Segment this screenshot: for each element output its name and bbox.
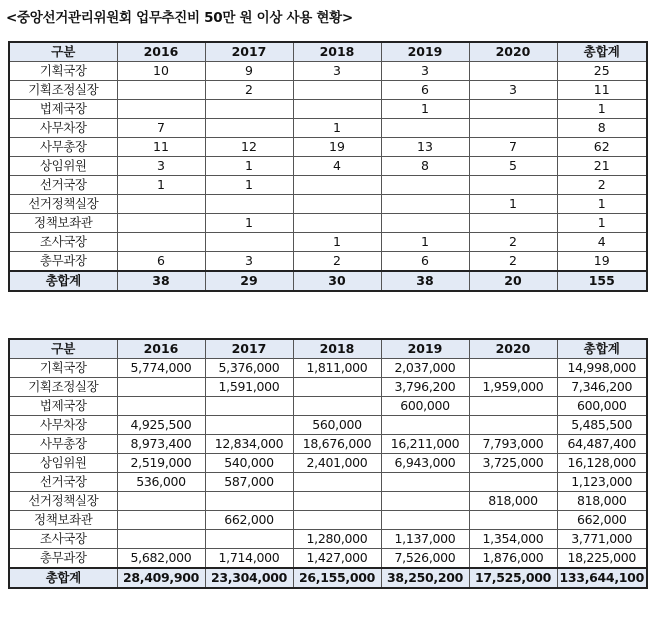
table-cell: 1,280,000 bbox=[293, 530, 381, 549]
table-cell bbox=[293, 81, 381, 100]
total-cell: 20 bbox=[469, 271, 557, 291]
column-header: 2016 bbox=[117, 339, 205, 359]
table-cell bbox=[117, 81, 205, 100]
table-cell: 2 bbox=[557, 176, 647, 195]
row-label: 사무총장 bbox=[9, 138, 117, 157]
usage-amount-table bbox=[8, 338, 648, 589]
column-header: 구분 bbox=[9, 42, 117, 62]
table-cell: 2 bbox=[469, 233, 557, 252]
table-row bbox=[9, 233, 647, 252]
table-cell: 3 bbox=[205, 252, 293, 272]
row-label: 기획국장 bbox=[9, 359, 117, 378]
table-cell bbox=[469, 176, 557, 195]
table-cell: 1,811,000 bbox=[293, 359, 381, 378]
table-cell bbox=[469, 473, 557, 492]
table-cell: 1,427,000 bbox=[293, 549, 381, 569]
table-cell: 16,211,000 bbox=[381, 435, 469, 454]
table-cell: 1 bbox=[469, 195, 557, 214]
table-cell bbox=[293, 492, 381, 511]
table-cell bbox=[293, 176, 381, 195]
table-cell: 1,137,000 bbox=[381, 530, 469, 549]
total-row bbox=[9, 568, 647, 588]
row-label: 선거정책실장 bbox=[9, 492, 117, 511]
page-title: <중앙선거관리위원회 업무추진비 50만 원 이상 사용 현황> bbox=[6, 10, 353, 26]
table-row bbox=[9, 214, 647, 233]
total-cell: 38 bbox=[117, 271, 205, 291]
table-cell bbox=[205, 119, 293, 138]
table-cell: 16,128,000 bbox=[557, 454, 647, 473]
column-header: 총합계 bbox=[557, 339, 647, 359]
table-cell: 2,401,000 bbox=[293, 454, 381, 473]
table-row bbox=[9, 119, 647, 138]
table-cell bbox=[293, 473, 381, 492]
table-cell bbox=[117, 530, 205, 549]
column-header: 2016 bbox=[117, 42, 205, 62]
table-cell bbox=[293, 397, 381, 416]
table-cell: 3 bbox=[117, 157, 205, 176]
table-cell: 3 bbox=[293, 62, 381, 81]
table-cell: 11 bbox=[557, 81, 647, 100]
table-cell: 3,725,000 bbox=[469, 454, 557, 473]
table-cell bbox=[117, 214, 205, 233]
row-label: 사무차장 bbox=[9, 119, 117, 138]
table-cell: 7,526,000 bbox=[381, 549, 469, 569]
table-cell: 14,998,000 bbox=[557, 359, 647, 378]
table-cell bbox=[381, 195, 469, 214]
table-row bbox=[9, 435, 647, 454]
table-cell: 21 bbox=[557, 157, 647, 176]
table-cell: 5,485,500 bbox=[557, 416, 647, 435]
total-cell: 17,525,000 bbox=[469, 568, 557, 588]
table-cell: 1 bbox=[293, 233, 381, 252]
table-cell: 2,519,000 bbox=[117, 454, 205, 473]
table-cell bbox=[117, 233, 205, 252]
table-cell: 5,682,000 bbox=[117, 549, 205, 569]
table-cell: 11 bbox=[117, 138, 205, 157]
table-row bbox=[9, 195, 647, 214]
table-cell: 4 bbox=[293, 157, 381, 176]
table-row bbox=[9, 176, 647, 195]
table-cell bbox=[293, 511, 381, 530]
table-cell bbox=[381, 416, 469, 435]
row-label: 선거정책실장 bbox=[9, 195, 117, 214]
table-cell: 12,834,000 bbox=[205, 435, 293, 454]
table-cell bbox=[117, 195, 205, 214]
table-cell: 7 bbox=[469, 138, 557, 157]
table-cell: 1 bbox=[205, 157, 293, 176]
table-header-row bbox=[9, 339, 647, 359]
column-header: 2020 bbox=[469, 339, 557, 359]
total-label: 총합계 bbox=[9, 271, 117, 291]
column-header: 2018 bbox=[293, 339, 381, 359]
table-cell: 7 bbox=[117, 119, 205, 138]
row-label: 정책보좌관 bbox=[9, 511, 117, 530]
table-cell: 8 bbox=[381, 157, 469, 176]
table-cell bbox=[205, 530, 293, 549]
row-label: 선거국장 bbox=[9, 176, 117, 195]
table-cell: 10 bbox=[117, 62, 205, 81]
column-header: 2019 bbox=[381, 42, 469, 62]
table-cell bbox=[381, 119, 469, 138]
table-cell bbox=[293, 195, 381, 214]
table-cell bbox=[205, 195, 293, 214]
table-cell: 1 bbox=[205, 176, 293, 195]
column-header: 2018 bbox=[293, 42, 381, 62]
table-cell: 9 bbox=[205, 62, 293, 81]
table-cell: 4 bbox=[557, 233, 647, 252]
table-cell bbox=[469, 397, 557, 416]
row-label: 조사국장 bbox=[9, 233, 117, 252]
column-header: 총합계 bbox=[557, 42, 647, 62]
table-cell: 1,591,000 bbox=[205, 378, 293, 397]
table-cell: 6 bbox=[117, 252, 205, 272]
table-cell bbox=[469, 359, 557, 378]
row-label: 총무과장 bbox=[9, 549, 117, 569]
table-cell: 662,000 bbox=[205, 511, 293, 530]
table-cell: 1 bbox=[557, 100, 647, 119]
table-row bbox=[9, 252, 647, 272]
table-cell bbox=[117, 100, 205, 119]
table-row bbox=[9, 359, 647, 378]
table-cell: 6 bbox=[381, 252, 469, 272]
table-cell: 1,876,000 bbox=[469, 549, 557, 569]
table-cell bbox=[469, 119, 557, 138]
table-cell: 818,000 bbox=[469, 492, 557, 511]
table-cell bbox=[381, 492, 469, 511]
table-cell: 2 bbox=[469, 252, 557, 272]
row-label: 법제국장 bbox=[9, 397, 117, 416]
row-label: 상임위원 bbox=[9, 454, 117, 473]
table-cell: 18,225,000 bbox=[557, 549, 647, 569]
table-cell: 1 bbox=[381, 100, 469, 119]
usage-count-table bbox=[8, 41, 648, 292]
row-label: 선거국장 bbox=[9, 473, 117, 492]
table-cell: 1,354,000 bbox=[469, 530, 557, 549]
table-row bbox=[9, 549, 647, 569]
table-cell bbox=[469, 100, 557, 119]
table-header-row bbox=[9, 42, 647, 62]
table-cell bbox=[205, 492, 293, 511]
total-cell: 38,250,200 bbox=[381, 568, 469, 588]
table-cell: 19 bbox=[293, 138, 381, 157]
table-row bbox=[9, 100, 647, 119]
table-cell: 5 bbox=[469, 157, 557, 176]
column-header: 2020 bbox=[469, 42, 557, 62]
table-cell bbox=[293, 214, 381, 233]
table-cell: 1 bbox=[557, 214, 647, 233]
table-cell: 1 bbox=[117, 176, 205, 195]
table-cell: 1 bbox=[205, 214, 293, 233]
column-header: 2017 bbox=[205, 339, 293, 359]
table-cell: 8 bbox=[557, 119, 647, 138]
table-cell: 6,943,000 bbox=[381, 454, 469, 473]
table-cell: 4,925,500 bbox=[117, 416, 205, 435]
table-cell bbox=[469, 214, 557, 233]
row-label: 기획국장 bbox=[9, 62, 117, 81]
table-row bbox=[9, 530, 647, 549]
total-cell: 30 bbox=[293, 271, 381, 291]
table-cell: 587,000 bbox=[205, 473, 293, 492]
row-label: 사무차장 bbox=[9, 416, 117, 435]
table-row bbox=[9, 157, 647, 176]
table-cell bbox=[381, 176, 469, 195]
row-label: 조사국장 bbox=[9, 530, 117, 549]
total-row bbox=[9, 271, 647, 291]
table-cell: 5,774,000 bbox=[117, 359, 205, 378]
table-cell: 62 bbox=[557, 138, 647, 157]
table-cell: 1,959,000 bbox=[469, 378, 557, 397]
table-cell: 1 bbox=[293, 119, 381, 138]
table-cell bbox=[117, 397, 205, 416]
table-cell: 19 bbox=[557, 252, 647, 272]
table-cell bbox=[381, 511, 469, 530]
table-cell bbox=[469, 511, 557, 530]
row-label: 정책보좌관 bbox=[9, 214, 117, 233]
total-cell: 26,155,000 bbox=[293, 568, 381, 588]
table-cell: 1 bbox=[557, 195, 647, 214]
total-cell: 28,409,900 bbox=[117, 568, 205, 588]
table-row bbox=[9, 62, 647, 81]
total-cell: 155 bbox=[557, 271, 647, 291]
table-cell: 1 bbox=[381, 233, 469, 252]
table-cell: 6 bbox=[381, 81, 469, 100]
row-label: 상임위원 bbox=[9, 157, 117, 176]
table-cell bbox=[205, 416, 293, 435]
table-cell: 3,771,000 bbox=[557, 530, 647, 549]
row-label: 총무과장 bbox=[9, 252, 117, 272]
table-cell bbox=[205, 100, 293, 119]
table-cell: 5,376,000 bbox=[205, 359, 293, 378]
table-row bbox=[9, 416, 647, 435]
total-cell: 23,304,000 bbox=[205, 568, 293, 588]
table-row bbox=[9, 511, 647, 530]
table-cell: 64,487,400 bbox=[557, 435, 647, 454]
total-cell: 38 bbox=[381, 271, 469, 291]
table-cell: 13 bbox=[381, 138, 469, 157]
table-row bbox=[9, 473, 647, 492]
table-row bbox=[9, 138, 647, 157]
column-header: 2019 bbox=[381, 339, 469, 359]
table-row bbox=[9, 492, 647, 511]
column-header: 2017 bbox=[205, 42, 293, 62]
table-row bbox=[9, 81, 647, 100]
table-row bbox=[9, 378, 647, 397]
table-cell bbox=[117, 492, 205, 511]
table-cell: 3,796,200 bbox=[381, 378, 469, 397]
table-cell bbox=[469, 62, 557, 81]
table-cell: 3 bbox=[381, 62, 469, 81]
table-cell bbox=[381, 473, 469, 492]
table-cell bbox=[381, 214, 469, 233]
row-label: 기획조정실장 bbox=[9, 81, 117, 100]
table-cell: 600,000 bbox=[381, 397, 469, 416]
table-cell: 1,714,000 bbox=[205, 549, 293, 569]
table-cell bbox=[293, 378, 381, 397]
row-label: 법제국장 bbox=[9, 100, 117, 119]
row-label: 사무총장 bbox=[9, 435, 117, 454]
table-cell: 25 bbox=[557, 62, 647, 81]
table-cell: 540,000 bbox=[205, 454, 293, 473]
total-label: 총합계 bbox=[9, 568, 117, 588]
table-cell bbox=[117, 378, 205, 397]
table-row bbox=[9, 454, 647, 473]
table-cell: 2 bbox=[205, 81, 293, 100]
table-cell: 7,346,200 bbox=[557, 378, 647, 397]
table-cell: 662,000 bbox=[557, 511, 647, 530]
column-header: 구분 bbox=[9, 339, 117, 359]
table-cell bbox=[117, 511, 205, 530]
table-cell: 8,973,400 bbox=[117, 435, 205, 454]
table-cell: 600,000 bbox=[557, 397, 647, 416]
table-cell: 1,123,000 bbox=[557, 473, 647, 492]
row-label: 기획조정실장 bbox=[9, 378, 117, 397]
table-cell: 7,793,000 bbox=[469, 435, 557, 454]
table-row bbox=[9, 397, 647, 416]
table-cell: 18,676,000 bbox=[293, 435, 381, 454]
table-cell: 536,000 bbox=[117, 473, 205, 492]
table-cell: 12 bbox=[205, 138, 293, 157]
table-cell bbox=[205, 397, 293, 416]
table-cell: 3 bbox=[469, 81, 557, 100]
table-cell: 560,000 bbox=[293, 416, 381, 435]
table-cell: 818,000 bbox=[557, 492, 647, 511]
table-cell bbox=[293, 100, 381, 119]
total-cell: 29 bbox=[205, 271, 293, 291]
table-cell bbox=[205, 233, 293, 252]
table-cell: 2,037,000 bbox=[381, 359, 469, 378]
total-cell: 133,644,100 bbox=[557, 568, 647, 588]
table-cell bbox=[469, 416, 557, 435]
table-cell: 2 bbox=[293, 252, 381, 272]
